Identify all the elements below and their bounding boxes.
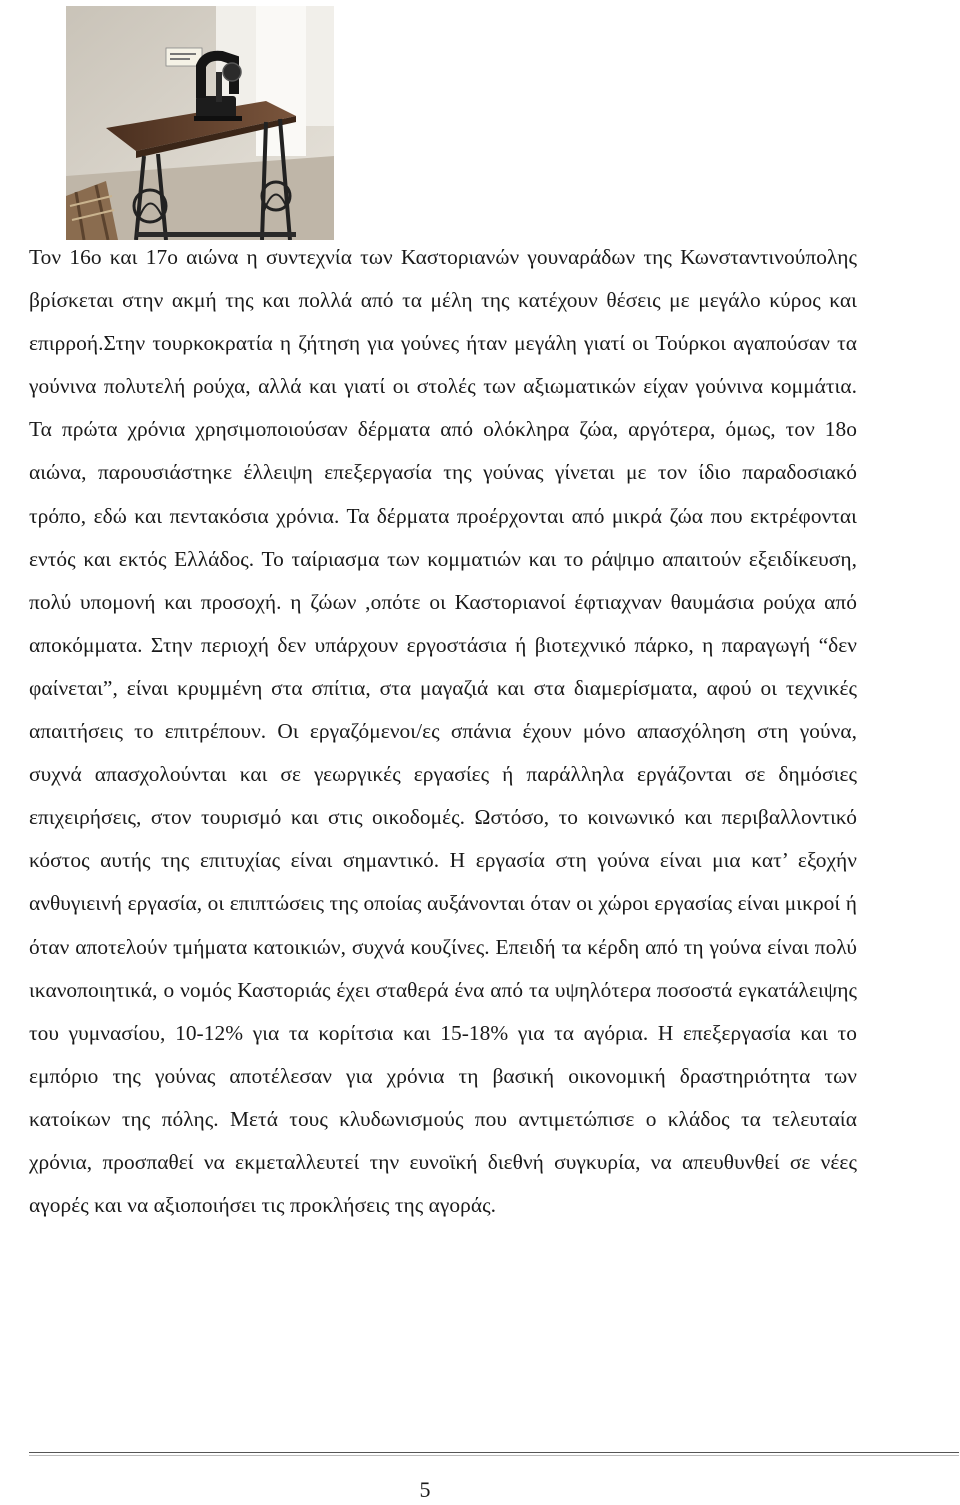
footer-divider — [29, 1452, 959, 1453]
sewing-machine-photo — [66, 6, 334, 240]
photo-illustration — [66, 6, 334, 240]
body-paragraph: Τον 16ο και 17ο αιώνα η συντεχνία των Καστοριανών γουναράδων της Κωνσταντινούπολης βρίσκεται στην ακμή της και πολλά από τα μέλη της κατέχουν θέσεις με μεγάλο κύρος και επιρροή.Στην τουρκοκρατία η ζήτηση για γούνες ήταν μεγάλη γιατί οι Τούρκοι αγαπούσαν τα γούνινα πολυτελή ρούχα, αλλά και γιατί οι στολές των αξιωματικών είχαν γούνινα κομμάτια. Τα πρώτα χρόνια χρησιμοποιούσαν δέρματα από ολόκληρα ζώα, αργότερα, όμως, τον 18ο αιώνα, παρουσιάστηκε έλλειψη επεξεργασία της γούνας γίνεται με τον ίδιο παραδοσιακό τρόπο, εδώ και πεντακόσια χρόνια. Τα δέρματα προέρχονται από μικρά ζώα που εκτρέφονται εντός και εκτός Ελλάδος. Το ταίριασμα των κομματιών και το ράψιμο απαιτούν εξειδίκευση, πολύ υπομονή και προσοχή. η ζώων ,οπότε οι Καστοριανοί έφτιαχναν θαυμάσια ρούχα από αποκόμματα. Στην περιοχή δεν υπάρχουν εργοστάσια ή βιοτεχνικό πάρκο, η παραγωγή “δεν φαίνεται”, είναι κρυμμένη στα σπίτια, στα μαγαζιά και στα διαμερίσματα, αφού οι τεχνικές απαιτήσεις το επιτρέπουν. Οι εργαζόμενοι/ες σπάνια έχουν μόνο απασχόληση στη γούνα, συχνά απασχολούνται και σε γεωργικές εργασίες ή παράλληλα εργάζονται σε δημόσιες επιχειρήσεις, στον τουρισμό και στις οικοδομές. Ωστόσο, το κοινωνικό και περιβαλλοντικό κόστος αυτής της επιτυχίας είναι σημαντικό. Η εργασία στη γούνα είναι μια κατ’ εξοχήν ανθυγιεινή εργασία, οι επιπτώσεις της οποίας αυξάνονται όταν οι χώροι εργασίας είναι μικροί ή όταν αποτελούν τμήματα κατοικιών, συχνά κουζίνες. Επειδή τα κέρδη από τη γούνα είναι πολύ ικανοποιητικά, ο νομός Καστοριάς έχει σταθερά ένα από τα υψηλότερα ποσοστά εγκατάλειψης του γυμνασίου, 10-12% για τα κορίτσια και 15-18% για τα αγόρια. Η επεξεργασία και το εμπόριο της γούνας αποτέλεσαν για χρόνια τη βασική οικονομική δραστηριότητα των κατοίκων της πόλης. Μετά τους κλυδωνισμούς που αντιμετώπισε ο κλάδος τα τελευταία χρόνια, προσπαθεί να εκμεταλλευτεί την ευνοϊκή διεθνή συγκυρία, να απευθυνθεί σε νέες αγορές και να αξιοποιήσει τις προκλήσεις της αγοράς. — [29, 245, 857, 1218]
page-number: 5 — [419, 1477, 431, 1502]
